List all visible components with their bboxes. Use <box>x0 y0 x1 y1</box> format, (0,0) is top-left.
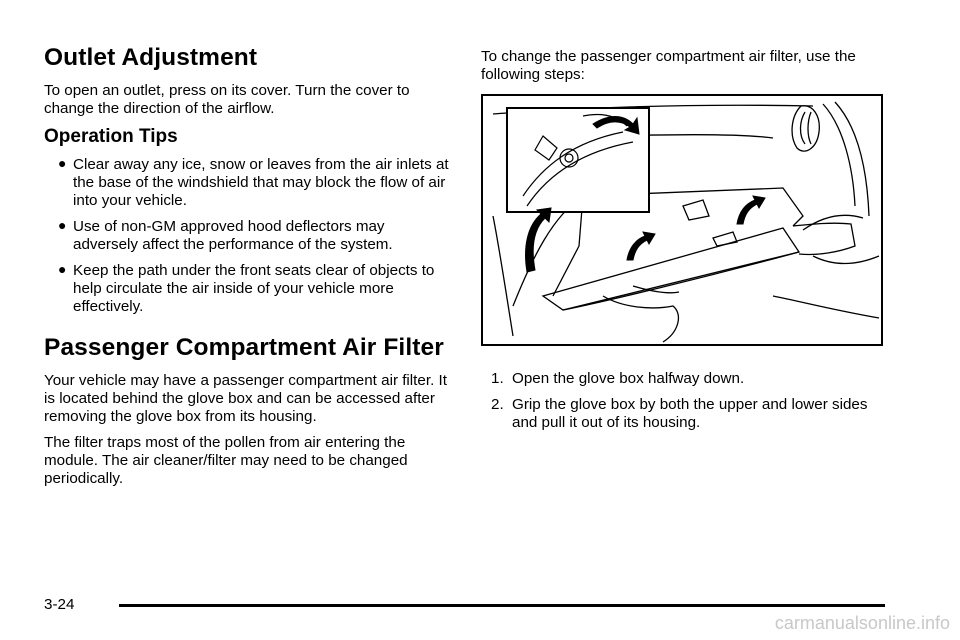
bullet-icon: ● <box>58 217 67 233</box>
bullet-icon: ● <box>58 155 67 171</box>
filter-paragraph-1: Your vehicle may have a passenger compartment air filter. It is located behind the glove box and can be accessed after removing the glove box from its housing. <box>44 372 447 425</box>
step-number: 2. <box>491 396 504 413</box>
tips-list <box>44 156 450 316</box>
step-text: Grip the glove box by both the upper and lower sides and pull it out of its housing. <box>512 396 868 431</box>
step-item <box>481 396 887 432</box>
watermark: carmanualsonline.info <box>774 613 950 633</box>
step-text: Open the glove box halfway down. <box>512 370 745 387</box>
glove-box-drawing <box>483 96 881 344</box>
heading-operation-tips: Operation Tips <box>44 126 178 147</box>
tip-item <box>44 262 450 316</box>
bullet-icon: ● <box>58 261 67 277</box>
step-number: 1. <box>491 370 504 387</box>
outlet-paragraph: To open an outlet, press on its cover. Turn the cover to change the direction of the airflow. <box>44 82 410 117</box>
left-column <box>44 44 450 496</box>
tip-text: Use of non-GM approved hood deflectors may adversely affect the performance of the system. <box>73 218 393 253</box>
steps-list <box>481 370 887 432</box>
tip-item <box>44 218 450 254</box>
heading-outlet-adjustment: Outlet Adjustment <box>44 44 258 71</box>
tip-text: Clear away any ice, snow or leaves from the air inlets at the base of the windshield that may block the flow of air into your vehicle. <box>73 156 449 209</box>
glove-box-illustration <box>481 94 883 346</box>
filter-paragraph-2: The filter traps most of the pollen from air entering the module. The air cleaner/filter may need to be changed periodically. <box>44 434 408 487</box>
tip-text: Keep the path under the front seats clear of objects to help circulate the air inside of your vehicle more effectively. <box>73 262 435 315</box>
tip-item <box>44 156 450 210</box>
footer-rule <box>119 604 885 607</box>
page-number: 3-24 <box>44 596 75 613</box>
heading-air-filter: Passenger Compartment Air Filter <box>44 334 444 361</box>
steps-intro: To change the passenger compartment air filter, use the following steps: <box>481 48 856 83</box>
step-item <box>481 370 887 388</box>
right-column <box>481 48 887 440</box>
